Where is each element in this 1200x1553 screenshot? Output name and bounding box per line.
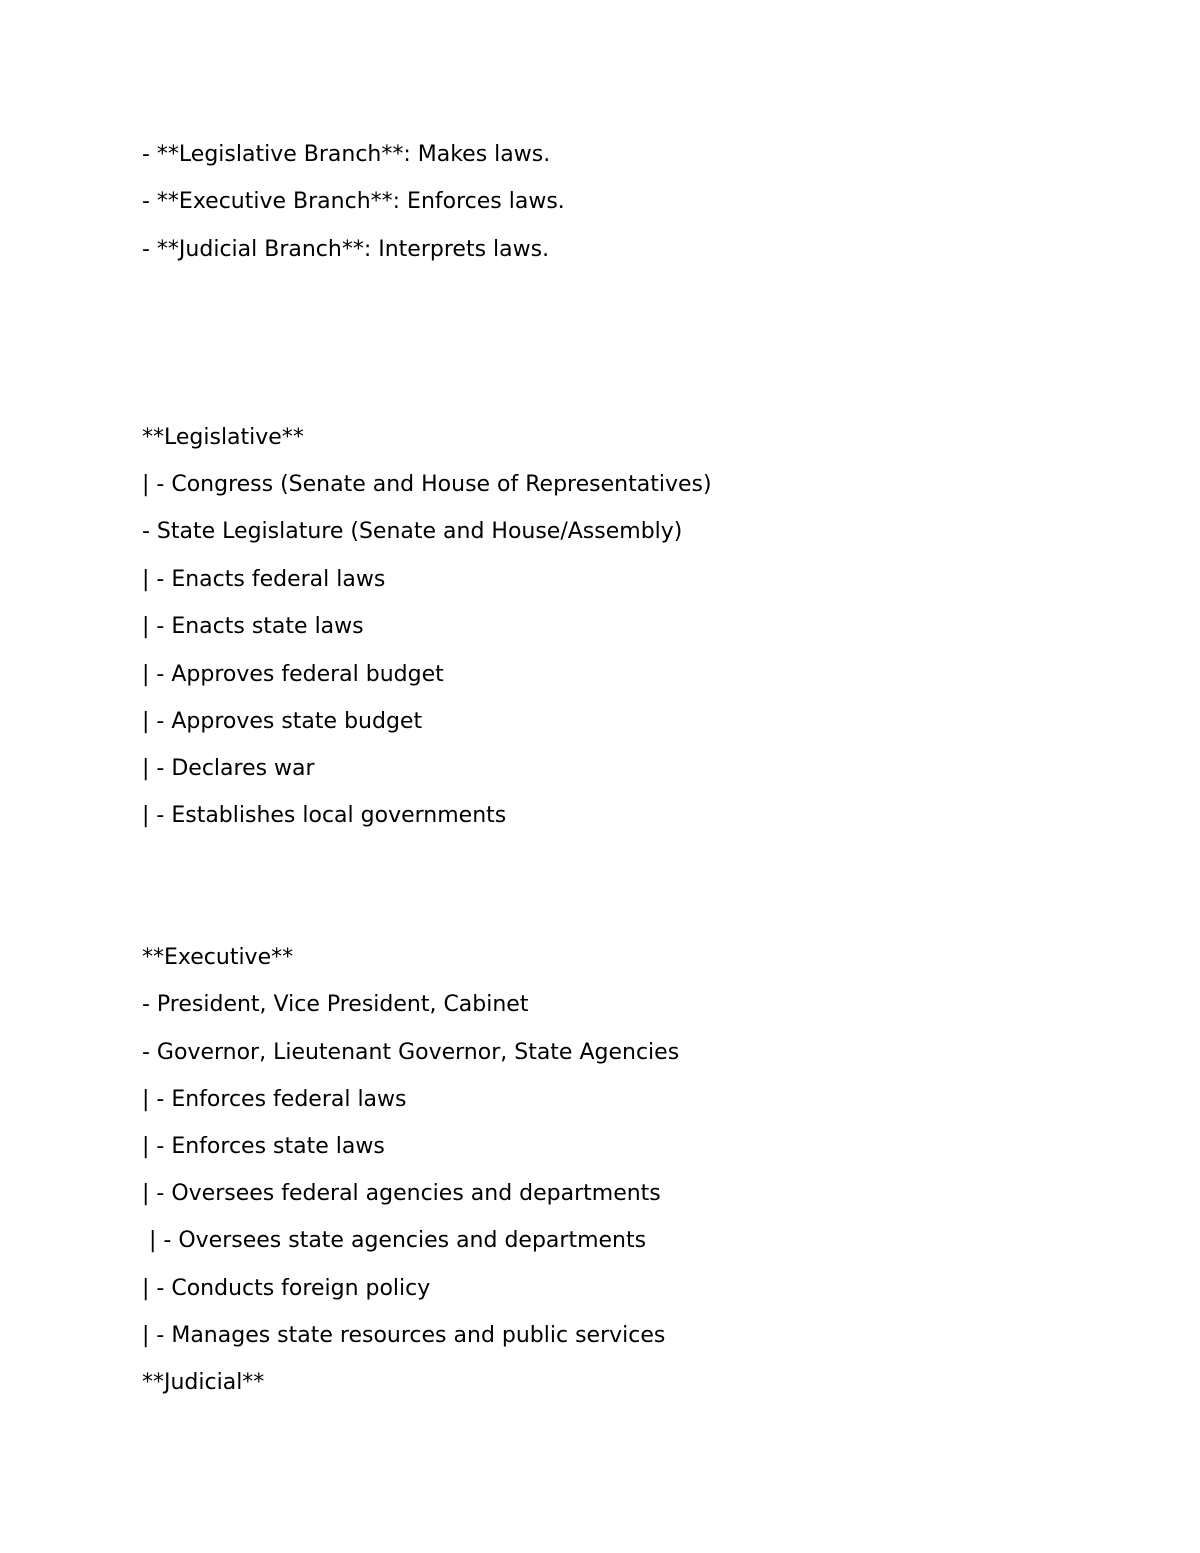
intro-line-legislative: - **Legislative Branch**: Makes laws.: [142, 142, 551, 167]
legislative-heading: **Legislative**: [142, 425, 304, 450]
executive-line: | - Manages state resources and public services: [142, 1323, 666, 1348]
executive-line: | - Enforces state laws: [142, 1134, 385, 1159]
executive-line: - President, Vice President, Cabinet: [142, 992, 529, 1017]
legislative-line: | - Approves federal budget: [142, 662, 444, 687]
executive-line: | - Oversees federal agencies and departments: [142, 1181, 661, 1206]
legislative-line: - State Legislature (Senate and House/Assembly): [142, 519, 683, 544]
executive-heading: **Executive**: [142, 945, 294, 970]
legislative-line: | - Declares war: [142, 756, 315, 781]
executive-line: | - Conducts foreign policy: [142, 1276, 431, 1301]
legislative-line: | - Approves state budget: [142, 709, 423, 734]
executive-line: | - Enforces federal laws: [142, 1087, 407, 1112]
executive-line: - Governor, Lieutenant Governor, State Agencies: [142, 1040, 680, 1065]
legislative-line: | - Establishes local governments: [142, 803, 507, 828]
legislative-line: | - Congress (Senate and House of Representatives): [142, 472, 712, 497]
judicial-heading: **Judicial**: [142, 1370, 265, 1395]
legislative-line: | - Enacts federal laws: [142, 567, 386, 592]
intro-line-judicial: - **Judicial Branch**: Interprets laws.: [142, 237, 550, 262]
legislative-line: | - Enacts state laws: [142, 614, 364, 639]
intro-line-executive: - **Executive Branch**: Enforces laws.: [142, 189, 565, 214]
executive-line: | - Oversees state agencies and departments: [142, 1228, 647, 1253]
